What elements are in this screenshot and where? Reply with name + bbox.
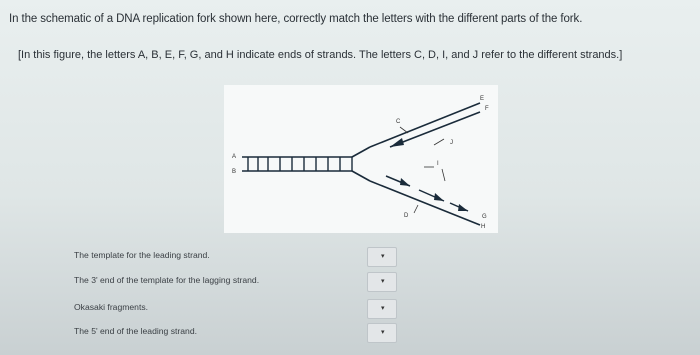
- label-C: C: [396, 119, 401, 125]
- label-A: A: [232, 154, 237, 160]
- match-label: Okasaki fragments.: [74, 302, 149, 312]
- replication-fork-diagram: [224, 85, 498, 233]
- label-H: H: [481, 224, 486, 230]
- answer-dropdown[interactable]: [367, 272, 397, 292]
- okazaki-fragments: [386, 176, 468, 211]
- match-label: The template for the leading strand.: [74, 250, 210, 260]
- question-prompt: In the schematic of a DNA replication fork shown here, correctly match the letters with the different parts of the fork.: [9, 13, 583, 25]
- label-D: D: [404, 213, 409, 219]
- match-row-3-end-lagging-template: [64, 270, 414, 294]
- label-I: I: [437, 161, 439, 167]
- match-label: The 3' end of the template for the lagging strand.: [74, 275, 260, 285]
- match-row-5-end-leading: [64, 321, 414, 345]
- match-label: The 5' end of the leading strand.: [74, 326, 197, 336]
- upper-template-strand: [370, 103, 480, 147]
- match-row-template-leading: [64, 245, 414, 269]
- chevron-down-icon: ▾: [381, 253, 385, 260]
- label-B: B: [232, 169, 237, 175]
- chevron-down-icon: ▾: [381, 305, 385, 312]
- fork-svg: [224, 85, 498, 233]
- label-E: E: [480, 96, 485, 102]
- label-J: J: [450, 140, 453, 146]
- chevron-down-icon: ▾: [381, 329, 385, 336]
- duplex-rungs: [248, 157, 352, 171]
- match-row-okasaki: [64, 297, 414, 321]
- label-F: F: [485, 106, 489, 112]
- chevron-down-icon: ▾: [381, 278, 385, 285]
- answer-dropdown[interactable]: [367, 299, 397, 319]
- leading-arrowhead: [390, 138, 404, 147]
- question-note: [In this figure, the letters A, B, E, F, G, and H indicate ends of strands. The letters C, D, I, and J refer to the different strands.]: [18, 49, 623, 61]
- lower-template-strand: [370, 181, 480, 225]
- answer-dropdown[interactable]: [367, 247, 397, 267]
- answer-dropdown[interactable]: [367, 323, 397, 343]
- label-G: G: [482, 214, 487, 220]
